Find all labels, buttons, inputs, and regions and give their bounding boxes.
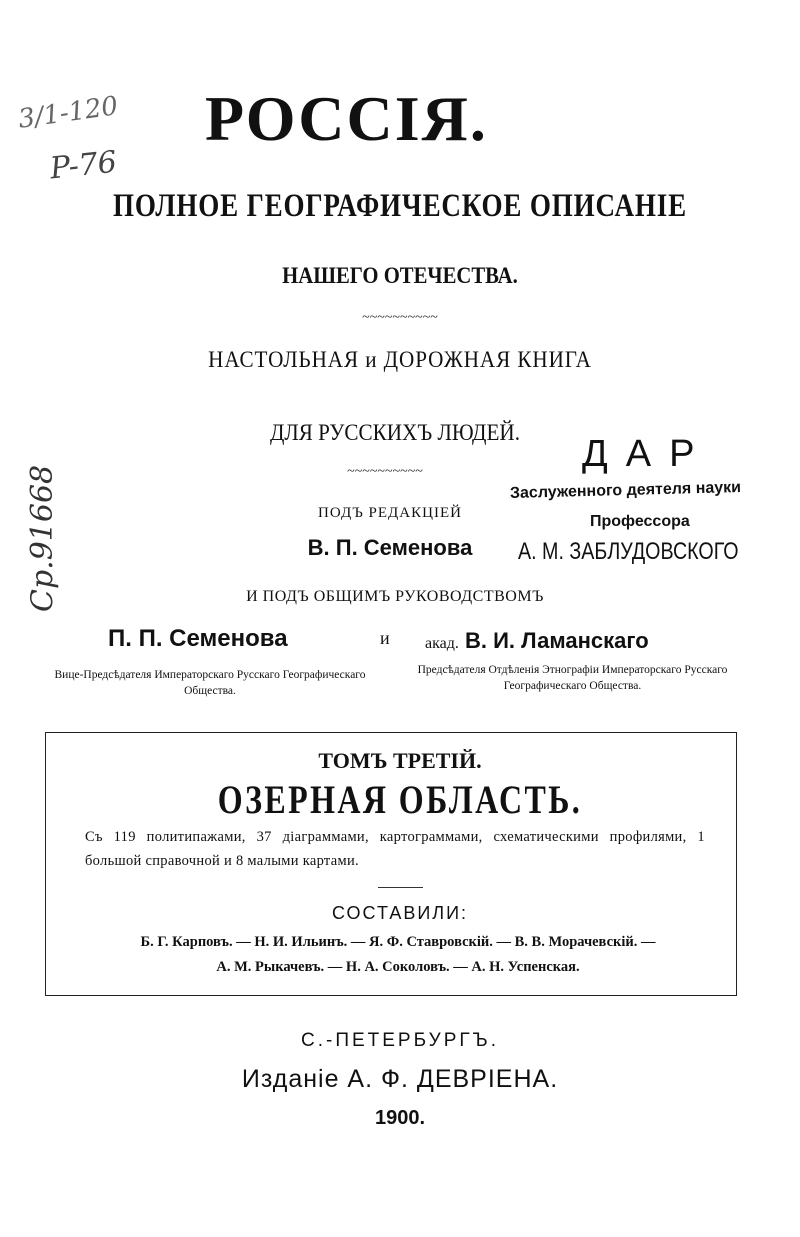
donation-stamp-line: Заслуженного деятеля науки — [509, 478, 742, 503]
compiled-by-label: СОСТАВИЛИ: — [331, 903, 469, 923]
handwritten-inventory-number: Ср.91668 — [25, 464, 60, 612]
donation-stamp-heading: ДАР — [582, 433, 713, 475]
supervision-label: И ПОДЪ ОБЩИМЪ РУКОВОДСТВОМЪ — [246, 588, 544, 605]
handwritten-shelfmark: 3/1-120 — [16, 91, 120, 135]
book-subtitle: ПОЛНОЕ ГЕОГРАФИЧЕСКОЕ ОПИСАНІЕ — [113, 188, 687, 224]
volume-region-title: ОЗЕРНАЯ ОБЛАСТЬ. — [217, 777, 583, 822]
editor-label: ПОДЪ РЕДАКЦІЕЙ — [318, 505, 462, 521]
imprint-year: 1900. — [374, 1107, 426, 1129]
handwritten-code: P-76 — [48, 144, 119, 187]
supervisor-name: П. П. Семенова — [108, 625, 288, 652]
supervisor-name — [425, 628, 649, 654]
divider — [378, 887, 423, 888]
supervisor-role: Предсѣдателя Отдѣленія Этнографіи Императорскаго Русскаго Географическаго Общества. — [417, 664, 728, 692]
book-title: РОССІЯ. — [205, 83, 488, 154]
imprint-city: С.-ПЕТЕРБУРГЪ. — [301, 1030, 499, 1051]
authors-list — [58, 930, 738, 980]
volume-contents: Съ 119 политипажами, 37 діаграммами, картограммами, схематическими профилями, 1 большой справочной и 8 малыми картами. — [85, 829, 705, 869]
editor-name: В. П. Семенова — [307, 535, 473, 560]
authors-line: Б. Г. Карповъ. — Н. И. Ильинъ. — Я. Ф. Ставровскій. — В. В. Морачевскій. — — [140, 934, 656, 950]
academician-title: акад. — [425, 635, 459, 652]
supervisor-name-text: В. И. Ламанскаго — [465, 628, 649, 653]
volume-number: ТОМЪ ТРЕТІЙ. — [318, 748, 482, 773]
book-description-audience: ДЛЯ РУССКИХЪ ЛЮДЕЙ. — [269, 420, 520, 445]
book-description: НАСТОЛЬНАЯ и ДОРОЖНАЯ КНИГА — [208, 347, 592, 372]
imprint-publisher: Изданіе А. Ф. ДЕВРІЕНА. — [241, 1065, 559, 1093]
decorative-wave-divider: ~~~~~~~~~~ — [347, 464, 423, 479]
decorative-wave-divider: ~~~~~~~~~~ — [362, 310, 438, 325]
donation-stamp-name: А. М. ЗАБЛУДОВСКОГО — [518, 538, 739, 565]
authors-line: А. М. Рыкачевъ. — Н. А. Соколовъ. — А. Н. Успенская. — [216, 959, 580, 975]
supervisor-role: Вице-Предсѣдателя Императорскаго Русскаго Географическаго Общества. — [54, 669, 366, 697]
book-subtitle-continued: НАШЕГО ОТЕЧЕСТВА. — [282, 263, 518, 288]
donation-stamp-line: Профессора — [590, 513, 690, 530]
conjunction: и — [380, 628, 390, 648]
